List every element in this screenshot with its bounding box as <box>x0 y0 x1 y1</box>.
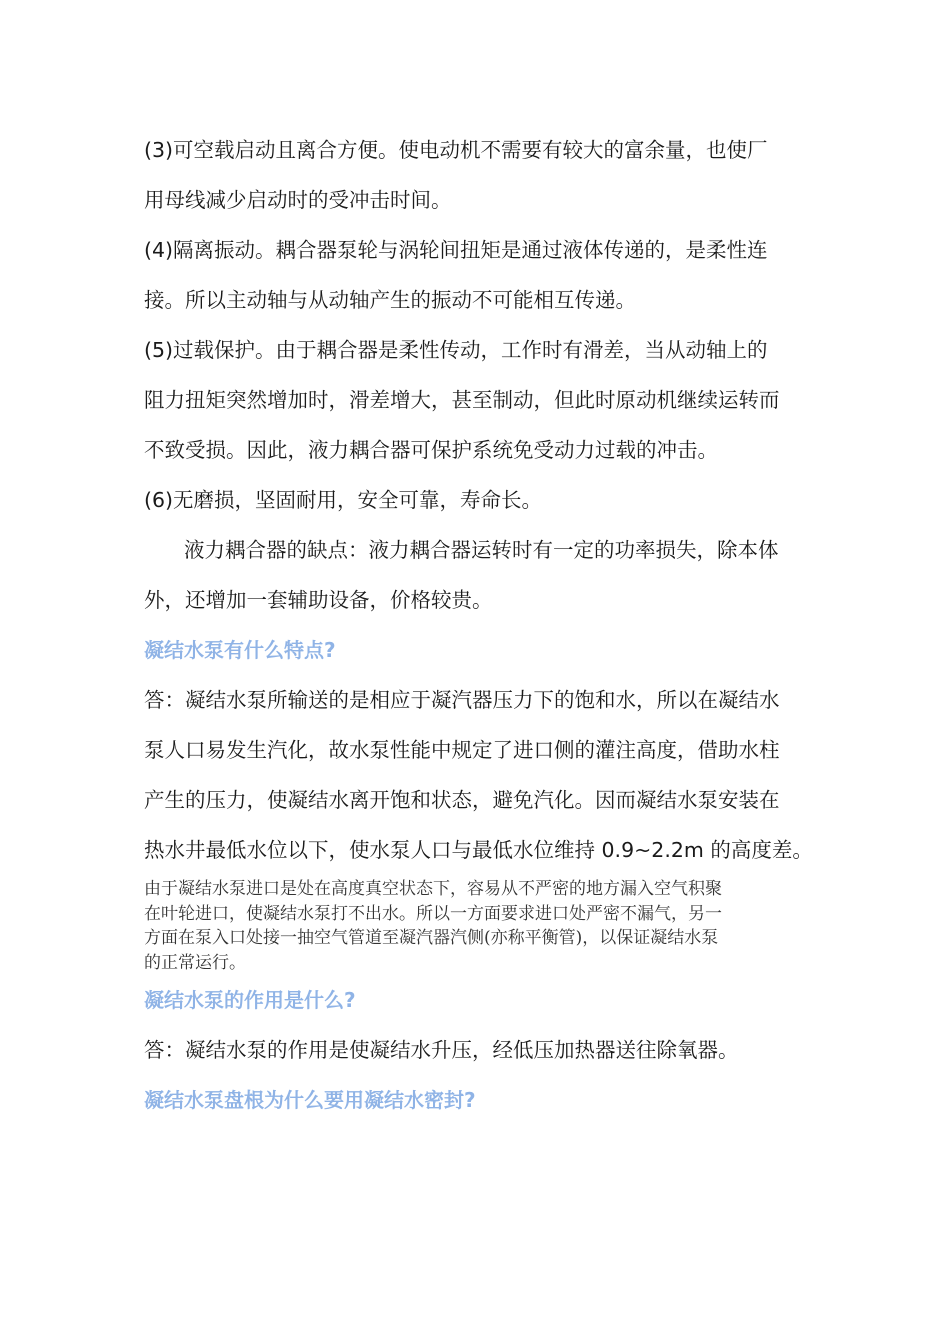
paragraph-item-5-line-1: (5)过载保护。由于耦合器是柔性传动，工作时有滑差，当从动轴上的 <box>144 338 768 362</box>
paragraph-item-5-line-3: 不致受损。因此，液力耦合器可保护系统免受动力过载的冲击。 <box>144 438 718 462</box>
function-answer: 答：凝结水泵的作用是使凝结水升压，经低压加热器送往除氧器。 <box>144 1038 739 1062</box>
serif-line-2: 在叶轮进口，使凝结水泵打不出水。所以一方面要求进口处严密不漏气，另一 <box>144 903 722 924</box>
paragraph-item-4-line-2: 接。所以主动轴与从动轴产生的振动不可能相互传递。 <box>144 288 636 312</box>
document-content <box>144 125 824 1125</box>
paragraph-item-3-line-2: 用母线减少启动时的受冲击时间。 <box>144 188 452 212</box>
section-heading-pump-features: 凝结水泵有什么特点? <box>144 638 336 662</box>
disadvantage-line-2: 外，还增加一套辅助设备，价格较贵。 <box>144 588 493 612</box>
disadvantage-line-1: 液力耦合器的缺点：液力耦合器运转时有一定的功率损失，除本体 <box>184 538 779 562</box>
paragraph-item-3-line-1: (3)可空载启动且离合方便。使电动机不需要有较大的富余量，也使厂 <box>144 138 768 162</box>
section-heading-packing-seal: 凝结水泵盘根为什么要用凝结水密封? <box>144 1088 476 1112</box>
answer-line-2: 泵人口易发生汽化，故水泵性能中规定了进口侧的灌注高度，借助水柱 <box>144 738 780 762</box>
paragraph-item-5-line-2: 阻力扭矩突然增加时，滑差增大，甚至制动，但此时原动机继续运转而 <box>144 388 780 412</box>
answer-line-4: 热水井最低水位以下，使水泵人口与最低水位维持 0.9~2.2m 的高度差。 <box>144 838 813 862</box>
paragraph-item-6-line-1: (6)无磨损，坚固耐用，安全可靠，寿命长。 <box>144 488 543 512</box>
section-heading-pump-function: 凝结水泵的作用是什么? <box>144 988 356 1012</box>
answer-line-3: 产生的压力，使凝结水离开饱和状态，避免汽化。因而凝结水泵安装在 <box>144 788 780 812</box>
serif-line-1: 由于凝结水泵进口是处在高度真空状态下，容易从不严密的地方漏入空气积聚 <box>144 879 722 899</box>
paragraph-item-4-line-1: (4)隔离振动。耦合器泵轮与涡轮间扭矩是通过液体传递的，是柔性连 <box>144 238 768 262</box>
answer-line-1: 答：凝结水泵所输送的是相应于凝汽器压力下的饱和水，所以在凝结水 <box>144 688 780 712</box>
serif-line-4: 的正常运行。 <box>144 952 246 973</box>
serif-paragraph <box>144 875 824 975</box>
serif-line-3: 方面在泵入口处接一抽空气管道至凝汽器汽侧(亦称平衡管)，以保证凝结水泵 <box>144 928 719 948</box>
